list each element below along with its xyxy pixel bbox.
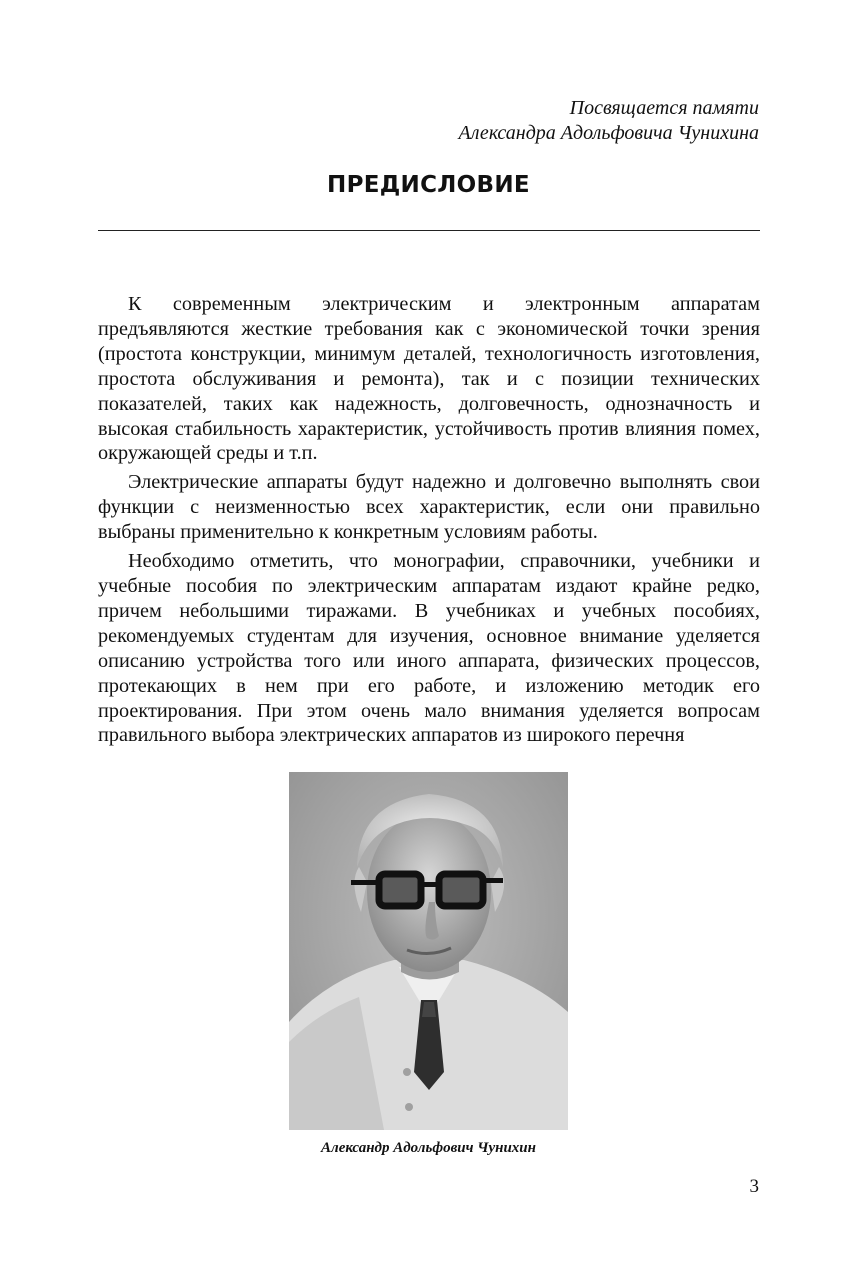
paragraph-2: Электрические аппараты будут надежно и долговечно выполнять свои функции с неизменностью всех характеристик, если они правильно выбраны применительно к конкретным условиям работы. xyxy=(98,471,760,544)
title-divider xyxy=(98,230,760,231)
page-title: ПРЕДИСЛОВИЕ xyxy=(327,172,530,198)
paragraph-3: Необходимо отметить, что монографии, справочники, учебники и учебные пособия по электрическим аппаратам издают крайне редко, причем небольшими тиражами. В учебниках и учебных пособиях, рекомендуемых студентам для изучения, основное внимание уделяется описанию устройства того или иного аппарата, физических процессов, протекающих в нем при его работе, и изложению методик его проектирования. При этом очень мало внимания уделяется вопросам правильного выбора электрических аппаратов из широкого перечня xyxy=(98,550,760,747)
photo-caption: Александр Адольфович Чунихин xyxy=(321,1140,536,1156)
paragraph-1: К современным электрическим и электронным аппаратам предъявляются жесткие требования как с экономической точки зрения (простота конструкции, минимум деталей, технологичность изготовления, простота обслуживания и ремонта), так и с позиции технических показателей, таких как надежность, долговечность, однозначность и высокая стабильность характеристик, устойчивость против влияния помех, окружающей среды и т.п. xyxy=(98,293,760,465)
dedication xyxy=(459,96,760,146)
portrait-photo xyxy=(289,772,568,1130)
dedication-line-1: Посвящается памяти xyxy=(569,97,759,119)
page-number: 3 xyxy=(749,1176,759,1197)
body-text xyxy=(98,292,760,752)
dedication-line-2: Александра Адольфовича Чунихина xyxy=(458,122,759,144)
